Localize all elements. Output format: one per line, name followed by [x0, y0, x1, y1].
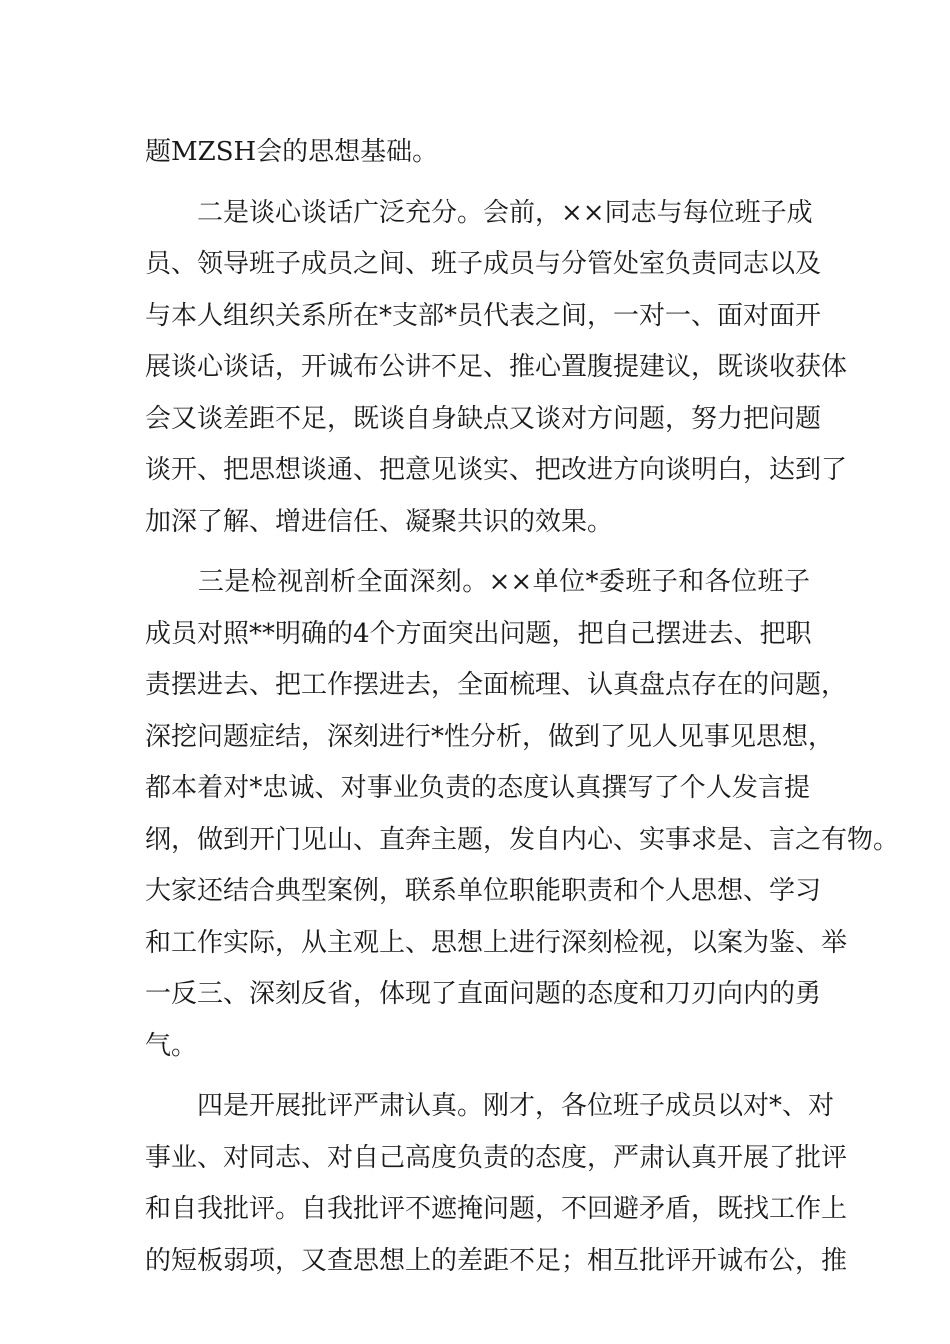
text-line: 会又谈差距不足，既谈自身缺点又谈对方问题，努力把问题 [145, 403, 822, 434]
paragraph-3 [145, 557, 900, 1072]
text-line: 的短板弱项，又查思想上的差距不足；相互批评开诚布公，推 [145, 1245, 848, 1276]
text-line: 四是开展批评严肃认真。刚才，各位班子成员以对*、对 [145, 1091, 835, 1121]
text-line: 一反三、深刻反省，体现了直面问题的态度和刀刃向内的勇 [145, 979, 822, 1009]
text-line: 纲，做到开门见山、直奔主题，发自内心、实事求是、言之有物。 [145, 824, 900, 855]
text-line: 展谈心谈话，开诚布公讲不足、推心置腹提建议，既谈收获体 [145, 352, 848, 382]
text-line: 题MZSH会的思想基础。 [145, 137, 439, 167]
text-line: 加深了解、增进信任、凝聚共识的效果。 [145, 506, 614, 537]
text-line: 员、领导班子成员之间、班子成员与分管处室负责同志以及 [145, 249, 822, 279]
text-line: 气。 [145, 1030, 198, 1061]
paragraph-2 [145, 188, 848, 549]
text-line: 事业、对同志、对自己高度负责的态度，严肃认真开展了批评 [145, 1142, 848, 1173]
text-line: 和自我批评。自我批评不遮掩问题，不回避矛盾，既找工作上 [145, 1194, 848, 1224]
text-line: 责摆进去、把工作摆进去，全面梳理、认真盘点存在的问题， [145, 670, 848, 700]
text-line: 都本着对*忠诚、对事业负责的态度认真撰写了个人发言提 [145, 773, 810, 803]
text-line: 二是谈心谈话广泛充分。会前，××同志与每位班子成 [145, 197, 813, 228]
text-line: 成员对照**明确的4个方面突出问题，把自己摆进去、把职 [145, 618, 812, 649]
text-line: 深挖问题症结，深刻进行*性分析，做到了见人见事见思想， [145, 721, 835, 752]
paragraph-1 [145, 127, 810, 179]
text-line: 大家还结合典型案例，联系单位职能职责和个人思想、学习 [145, 876, 822, 906]
text-line: 谈开、把思想谈通、把意见谈实、把改进方向谈明白，达到了 [145, 455, 848, 485]
text-line: 三是检视剖析全面深刻。××单位*委班子和各位班子 [145, 567, 810, 597]
text-line: 与本人组织关系所在*支部*员代表之间，一对一、面对面开 [145, 300, 822, 331]
paragraph-4 [145, 1081, 848, 1287]
document-body [145, 127, 900, 1287]
text-line: 和工作实际，从主观上、思想上进行深刻检视，以案为鉴、举 [145, 927, 848, 958]
